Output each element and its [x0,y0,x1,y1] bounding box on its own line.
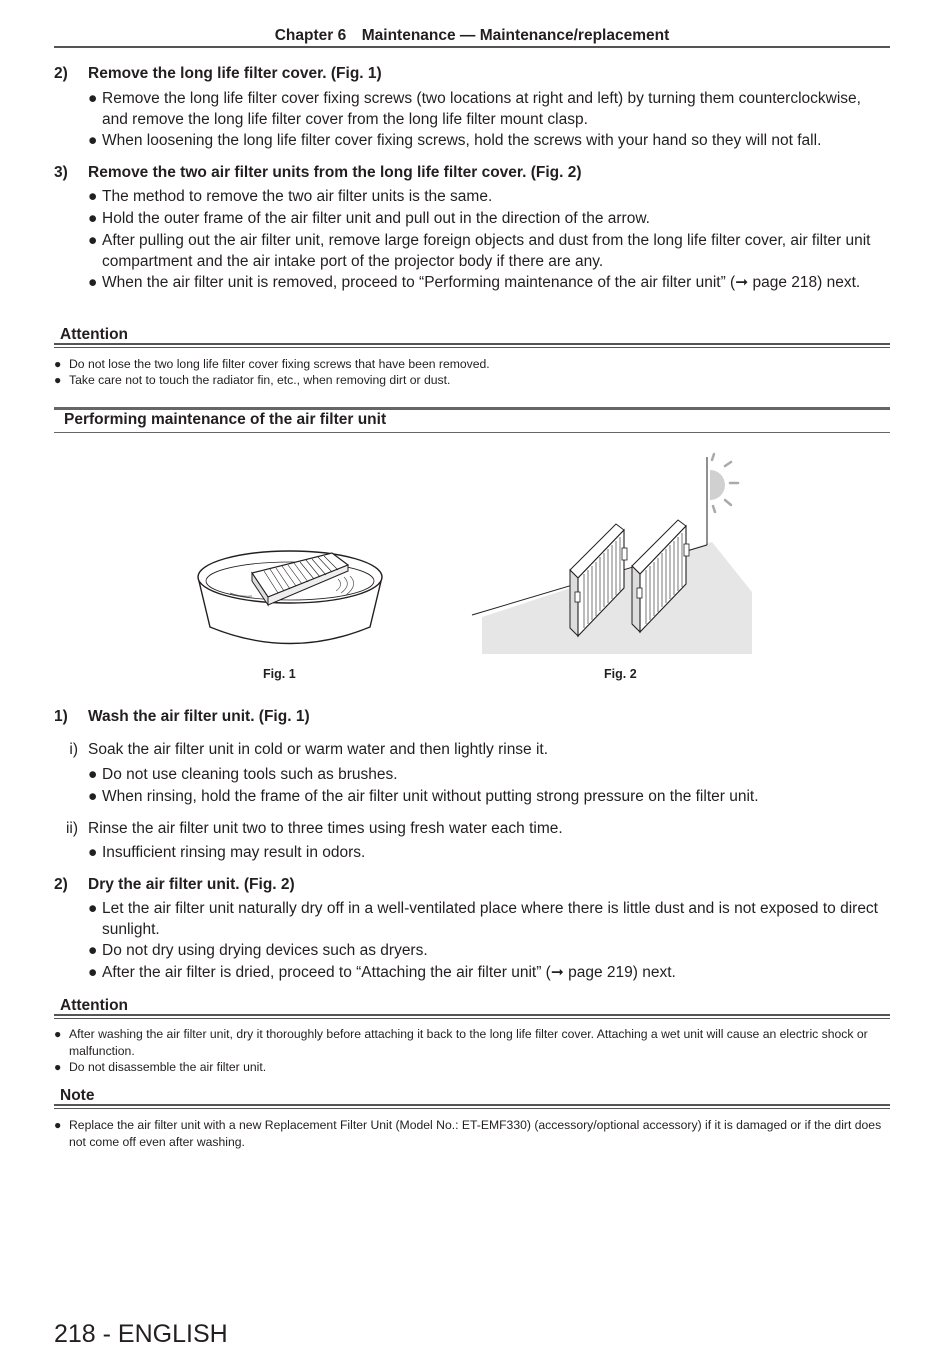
section-heading: Performing maintenance of the air filter unit [64,411,387,428]
bullet-item: ● Remove the long life filter cover fixing screws (two locations at right and left) by turning them counterclockwise, and remove the long life filter cover from the long life filter mount clasp. [88,90,861,128]
fig2-label: Fig. 2 [604,667,637,681]
step-number: 1) [54,708,68,725]
note-rule [54,1104,890,1109]
step-wash-filter [54,707,310,727]
substep-text: Soak the air filter unit in cold or warm water and then lightly rinse it. [88,741,549,758]
sun-icon [710,454,738,512]
step-dry-filter [54,875,295,895]
bullet-item: ● Do not use cleaning tools such as brushes. [88,765,888,786]
attention-heading: Attention [60,326,129,343]
attention-rule [54,343,890,348]
step-remove-cover [54,64,382,84]
bullet-item: ● When rinsing, hold the frame of the air filter unit without putting strong pressure on the filter unit. [88,787,888,808]
bullet-dot-icon: ● [88,844,98,861]
bullet-item: ● After the air filter is dried, proceed to “Attaching the air filter unit” (➞ page 219) next. [88,963,888,984]
step-remove-filter-units [54,163,582,183]
bullet-dot-icon: ● [88,90,98,107]
substep-number: i) [69,741,78,758]
step-title: Remove the two air filter units from the long life filter cover. (Fig. 2) [88,164,582,181]
attention-item: ● Do not disassemble the air filter unit. [54,1060,267,1074]
bullet-item: ● Hold the outer frame of the air filter unit and pull out in the direction of the arrow. [88,209,888,230]
bullet-item: ● After pulling out the air filter unit, remove large foreign objects and dust from the long life filter cover, air filter unit compartment and the air intake port of the projector body if there are any. [88,232,871,270]
step-title: Wash the air filter unit. (Fig. 1) [88,708,310,725]
bullet-dot-icon: ● [88,942,98,959]
bullet-dot-icon: ● [54,1118,62,1132]
bullet-dot-icon: ● [88,788,98,805]
bullet-item: ● When loosening the long life filter cover fixing screws, hold the screws with your hand so they will not fall. [88,131,888,152]
bullet-item: ● Do not dry using drying devices such as dryers. [88,941,888,962]
bullet-dot-icon: ● [88,210,98,227]
bullet-item: ● The method to remove the two air filter units is the same. [88,187,888,208]
step-title: Dry the air filter unit. (Fig. 2) [88,876,295,893]
fig1-wash-illustration [190,535,390,655]
bullet-dot-icon: ● [88,274,98,291]
page-number: 218 - ENGLISH [54,1320,228,1348]
bullet-dot-icon: ● [54,357,62,371]
bullet-dot-icon: ● [54,373,62,387]
step-title: Remove the long life filter cover. (Fig. 1) [88,65,382,82]
attention-item: ● After washing the air filter unit, dry it thoroughly before attaching it back to the long life filter cover. Attaching a wet unit will cause an electric shock or malfunction. [54,1027,868,1058]
substep-rinse [54,819,563,839]
step-number: 2) [54,876,68,893]
note-item: ● Replace the air filter unit with a new Replacement Filter Unit (Model No.: ET-EMF330) (accessory/optional accessory) if it is damaged or if the dirt does not come off even after washing. [54,1118,882,1149]
bullet-dot-icon: ● [88,900,98,917]
note-heading: Note [60,1087,95,1104]
substep-text: Rinse the air filter unit two to three times using fresh water each time. [88,820,563,837]
bullet-dot-icon: ● [54,1060,62,1074]
bullet-dot-icon: ● [88,232,98,249]
step-number: 2) [54,65,68,82]
bullet-dot-icon: ● [54,1027,62,1041]
step-number: 3) [54,164,68,181]
attention-item: ● Do not lose the two long life filter cover fixing screws that have been removed. [54,357,490,371]
bullet-item: ● Insufficient rinsing may result in odors. [88,843,888,864]
attention-rule [54,1014,890,1019]
chapter-header: Chapter 6 Maintenance — Maintenance/replacement [274,27,670,44]
attention-item: ● Take care not to touch the radiator fin, etc., when removing dirt or dust. [54,373,451,387]
header-rule [54,46,890,48]
bullet-item: ● Let the air filter unit naturally dry off in a well-ventilated place where there is little dust and is not exposed to direct sunlight. [88,900,878,938]
attention-heading: Attention [60,997,129,1014]
fig1-label: Fig. 1 [263,667,296,681]
fig2-dry-illustration [472,452,757,657]
substep-soak [54,740,548,760]
substep-number: ii) [65,820,78,837]
bullet-dot-icon: ● [88,766,98,783]
bullet-dot-icon: ● [88,964,98,981]
bullet-item: ● When the air filter unit is removed, proceed to “Performing maintenance of the air filter unit” (➞ page 218) next. [88,273,888,294]
bullet-dot-icon: ● [88,188,98,205]
bullet-dot-icon: ● [88,132,98,149]
